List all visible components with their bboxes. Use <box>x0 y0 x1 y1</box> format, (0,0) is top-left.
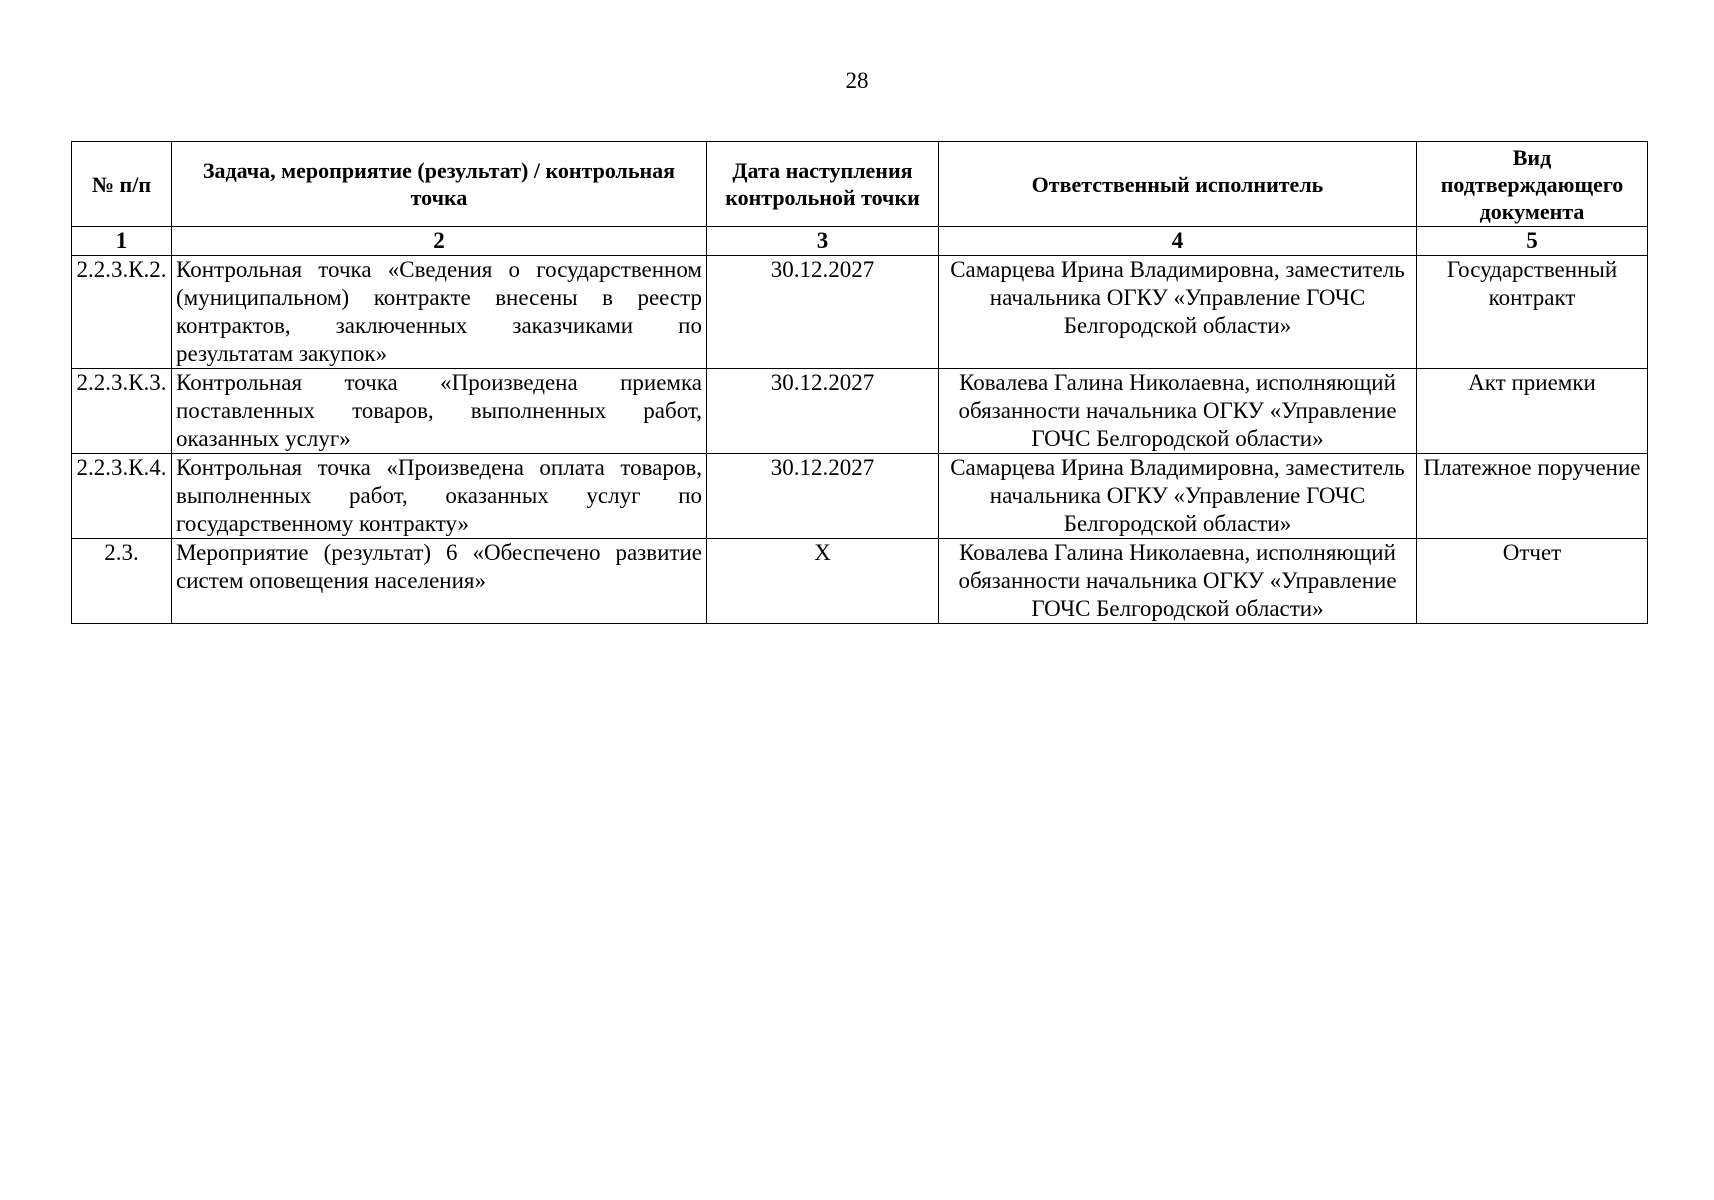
table-row <box>72 539 1648 624</box>
row-responsible: Самарцева Ирина Владимировна, заместитель начальника ОГКУ «Управление ГОЧС Белгородской области» <box>939 454 1417 539</box>
page-number: 28 <box>845 68 869 93</box>
row-date: X <box>707 539 939 624</box>
row-task: Контрольная точка «Произведена оплата товаров, выполненных работ, оказанных услуг по государственному контракту» <box>172 454 707 539</box>
row-document: Государственный контракт <box>1417 256 1648 369</box>
column-number: 4 <box>939 227 1417 256</box>
header-document: Вид подтверждающего документа <box>1417 142 1648 227</box>
table-header-row <box>72 142 1648 227</box>
row-document: Отчет <box>1417 539 1648 624</box>
row-number: 2.3. <box>72 539 172 624</box>
row-document: Платежное поручение <box>1417 454 1648 539</box>
row-document: Акт приемки <box>1417 369 1648 454</box>
row-task: Мероприятие (результат) 6 «Обеспечено развитие систем оповещения населения» <box>172 539 707 624</box>
column-numbers-row <box>72 227 1648 256</box>
row-responsible: Ковалева Галина Николаевна, исполняющий обязанности начальника ОГКУ «Управление ГОЧС Белгородской области» <box>939 539 1417 624</box>
header-responsible: Ответственный исполнитель <box>939 142 1417 227</box>
row-responsible: Самарцева Ирина Владимировна, заместитель начальника ОГКУ «Управление ГОЧС Белгородской области» <box>939 256 1417 369</box>
table-row <box>72 454 1648 539</box>
row-number: 2.2.3.К.4. <box>72 454 172 539</box>
row-number: 2.2.3.К.2. <box>72 256 172 369</box>
table-row <box>72 256 1648 369</box>
row-date: 30.12.2027 <box>707 454 939 539</box>
header-date: Дата наступления контрольной точки <box>707 142 939 227</box>
column-number: 5 <box>1417 227 1648 256</box>
column-number: 3 <box>707 227 939 256</box>
row-date: 30.12.2027 <box>707 369 939 454</box>
row-responsible: Ковалева Галина Николаевна, исполняющий обязанности начальника ОГКУ «Управление ГОЧС Белгородской области» <box>939 369 1417 454</box>
column-number: 2 <box>172 227 707 256</box>
header-number: № п/п <box>72 142 172 227</box>
control-points-table <box>71 141 1648 624</box>
row-task: Контрольная точка «Произведена приемка поставленных товаров, выполненных работ, оказанных услуг» <box>172 369 707 454</box>
column-number: 1 <box>72 227 172 256</box>
header-task: Задача, мероприятие (результат) / контрольная точка <box>172 142 707 227</box>
row-number: 2.2.3.К.3. <box>72 369 172 454</box>
table-row <box>72 369 1648 454</box>
row-date: 30.12.2027 <box>707 256 939 369</box>
row-task: Контрольная точка «Сведения о государственном (муниципальном) контракте внесены в реестр контрактов, заключенных заказчиками по результатам закупок» <box>172 256 707 369</box>
